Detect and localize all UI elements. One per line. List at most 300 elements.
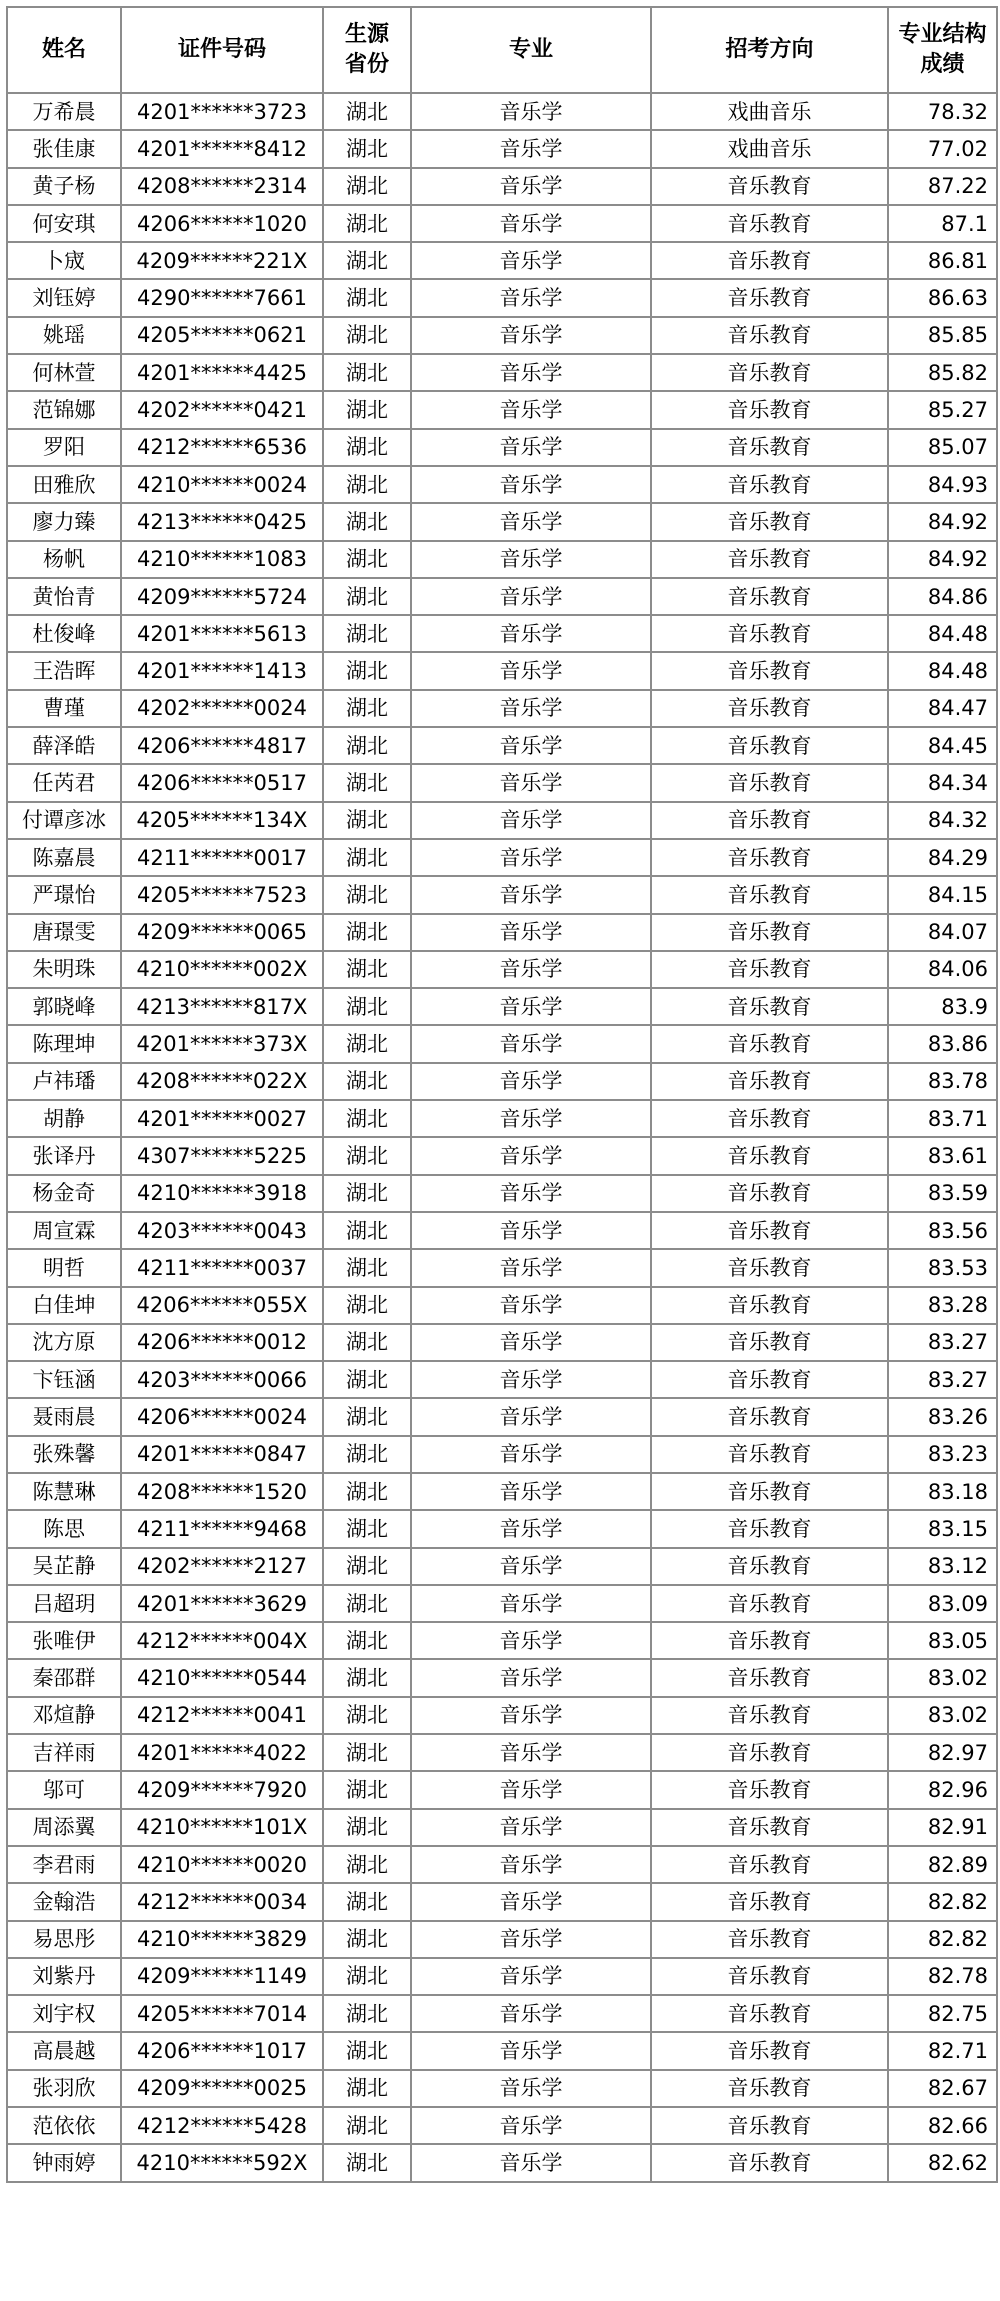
cell-direction: 音乐教育 xyxy=(651,802,888,839)
cell-major: 音乐学 xyxy=(411,1697,651,1734)
cell-direction: 音乐教育 xyxy=(651,466,888,503)
cell-score: 85.85 xyxy=(888,317,997,354)
cell-score: 84.48 xyxy=(888,615,997,652)
cell-direction: 音乐教育 xyxy=(651,690,888,727)
table-row xyxy=(7,279,997,316)
cell-major: 音乐学 xyxy=(411,615,651,652)
cell-direction: 音乐教育 xyxy=(651,429,888,466)
cell-direction: 音乐教育 xyxy=(651,1473,888,1510)
cell-major: 音乐学 xyxy=(411,1510,651,1547)
cell-major: 音乐学 xyxy=(411,876,651,913)
cell-name: 明哲 xyxy=(7,1249,121,1286)
cell-name: 高晨越 xyxy=(7,2032,121,2069)
cell-direction: 音乐教育 xyxy=(651,1697,888,1734)
cell-name: 张羽欣 xyxy=(7,2070,121,2107)
cell-id-number: 4208******022X xyxy=(121,1063,323,1100)
cell-province: 湖北 xyxy=(323,1659,411,1696)
cell-direction: 音乐教育 xyxy=(651,615,888,652)
cell-province: 湖北 xyxy=(323,1324,411,1361)
cell-score: 83.78 xyxy=(888,1063,997,1100)
table-row xyxy=(7,2070,997,2107)
cell-major: 音乐学 xyxy=(411,652,651,689)
cell-major: 音乐学 xyxy=(411,1809,651,1846)
table-row xyxy=(7,951,997,988)
header-id-number: 证件号码 xyxy=(121,7,323,93)
cell-score: 83.02 xyxy=(888,1697,997,1734)
cell-id-number: 4212******0034 xyxy=(121,1883,323,1920)
cell-direction: 音乐教育 xyxy=(651,1361,888,1398)
cell-id-number: 4210******0544 xyxy=(121,1659,323,1696)
cell-province: 湖北 xyxy=(323,1958,411,1995)
cell-score: 84.07 xyxy=(888,914,997,951)
cell-score: 84.32 xyxy=(888,802,997,839)
cell-major: 音乐学 xyxy=(411,727,651,764)
cell-province: 湖北 xyxy=(323,391,411,428)
cell-score: 82.89 xyxy=(888,1846,997,1883)
cell-score: 83.56 xyxy=(888,1212,997,1249)
cell-direction: 音乐教育 xyxy=(651,1995,888,2032)
cell-direction: 音乐教育 xyxy=(651,876,888,913)
cell-score: 77.02 xyxy=(888,130,997,167)
cell-id-number: 4202******0421 xyxy=(121,391,323,428)
cell-major: 音乐学 xyxy=(411,1585,651,1622)
cell-score: 82.96 xyxy=(888,1771,997,1808)
table-row xyxy=(7,1958,997,1995)
cell-direction: 音乐教育 xyxy=(651,652,888,689)
cell-direction: 音乐教育 xyxy=(651,1659,888,1696)
cell-direction: 音乐教育 xyxy=(651,1175,888,1212)
cell-province: 湖北 xyxy=(323,2144,411,2181)
cell-score: 83.27 xyxy=(888,1361,997,1398)
cell-score: 82.91 xyxy=(888,1809,997,1846)
cell-id-number: 4201******373X xyxy=(121,1025,323,1062)
cell-direction: 戏曲音乐 xyxy=(651,93,888,130)
cell-score: 85.82 xyxy=(888,354,997,391)
cell-id-number: 4205******7523 xyxy=(121,876,323,913)
cell-direction: 音乐教育 xyxy=(651,578,888,615)
cell-id-number: 4201******4425 xyxy=(121,354,323,391)
header-province xyxy=(323,7,411,93)
cell-direction: 音乐教育 xyxy=(651,1137,888,1174)
cell-score: 83.26 xyxy=(888,1398,997,1435)
cell-id-number: 4201******0027 xyxy=(121,1100,323,1137)
cell-province: 湖北 xyxy=(323,1249,411,1286)
cell-name: 李君雨 xyxy=(7,1846,121,1883)
cell-id-number: 4201******0847 xyxy=(121,1436,323,1473)
cell-major: 音乐学 xyxy=(411,1100,651,1137)
cell-name: 沈方原 xyxy=(7,1324,121,1361)
cell-name: 张唯伊 xyxy=(7,1622,121,1659)
table-row xyxy=(7,1249,997,1286)
cell-province: 湖北 xyxy=(323,1063,411,1100)
cell-name: 廖力臻 xyxy=(7,503,121,540)
cell-major: 音乐学 xyxy=(411,914,651,951)
cell-major: 音乐学 xyxy=(411,205,651,242)
cell-direction: 音乐教育 xyxy=(651,727,888,764)
cell-direction: 音乐教育 xyxy=(651,317,888,354)
cell-direction: 音乐教育 xyxy=(651,1436,888,1473)
cell-province: 湖北 xyxy=(323,951,411,988)
cell-score: 84.47 xyxy=(888,690,997,727)
cell-major: 音乐学 xyxy=(411,1025,651,1062)
cell-direction: 音乐教育 xyxy=(651,1809,888,1846)
cell-name: 薛泽皓 xyxy=(7,727,121,764)
cell-score: 83.61 xyxy=(888,1137,997,1174)
header-province-line1: 生源 xyxy=(344,22,389,47)
cell-major: 音乐学 xyxy=(411,1771,651,1808)
cell-major: 音乐学 xyxy=(411,1249,651,1286)
cell-id-number: 4203******0043 xyxy=(121,1212,323,1249)
cell-id-number: 4202******0024 xyxy=(121,690,323,727)
cell-score: 83.86 xyxy=(888,1025,997,1062)
cell-major: 音乐学 xyxy=(411,1734,651,1771)
cell-direction: 音乐教育 xyxy=(651,391,888,428)
cell-major: 音乐学 xyxy=(411,1548,651,1585)
cell-score: 84.92 xyxy=(888,541,997,578)
table-row xyxy=(7,1921,997,1958)
cell-major: 音乐学 xyxy=(411,1175,651,1212)
table-row xyxy=(7,988,997,1025)
cell-major: 音乐学 xyxy=(411,1324,651,1361)
cell-province: 湖北 xyxy=(323,2107,411,2144)
table-row xyxy=(7,1398,997,1435)
cell-direction: 音乐教育 xyxy=(651,839,888,876)
table-row xyxy=(7,1585,997,1622)
cell-province: 湖北 xyxy=(323,1100,411,1137)
cell-name: 张殊馨 xyxy=(7,1436,121,1473)
cell-major: 音乐学 xyxy=(411,354,651,391)
cell-id-number: 4210******0020 xyxy=(121,1846,323,1883)
cell-id-number: 4205******7014 xyxy=(121,1995,323,2032)
table-row xyxy=(7,1025,997,1062)
cell-name: 刘紫丹 xyxy=(7,1958,121,1995)
cell-name: 刘钰婷 xyxy=(7,279,121,316)
cell-major: 音乐学 xyxy=(411,839,651,876)
cell-id-number: 4209******0025 xyxy=(121,2070,323,2107)
cell-major: 音乐学 xyxy=(411,1995,651,2032)
cell-name: 刘宇权 xyxy=(7,1995,121,2032)
cell-direction: 音乐教育 xyxy=(651,1734,888,1771)
table-row xyxy=(7,1361,997,1398)
cell-name: 陈思 xyxy=(7,1510,121,1547)
table-row xyxy=(7,429,997,466)
cell-id-number: 4307******5225 xyxy=(121,1137,323,1174)
cell-major: 音乐学 xyxy=(411,1883,651,1920)
cell-province: 湖北 xyxy=(323,279,411,316)
cell-province: 湖北 xyxy=(323,1137,411,1174)
table-row xyxy=(7,1175,997,1212)
cell-score: 84.45 xyxy=(888,727,997,764)
cell-major: 音乐学 xyxy=(411,1361,651,1398)
table-row xyxy=(7,1883,997,1920)
table-row xyxy=(7,652,997,689)
cell-name: 王浩晖 xyxy=(7,652,121,689)
cell-id-number: 4202******2127 xyxy=(121,1548,323,1585)
table-row xyxy=(7,93,997,130)
cell-direction: 音乐教育 xyxy=(651,764,888,801)
cell-province: 湖北 xyxy=(323,503,411,540)
cell-id-number: 4206******0024 xyxy=(121,1398,323,1435)
cell-province: 湖北 xyxy=(323,615,411,652)
cell-id-number: 4213******817X xyxy=(121,988,323,1025)
cell-province: 湖北 xyxy=(323,1622,411,1659)
cell-major: 音乐学 xyxy=(411,988,651,1025)
cell-major: 音乐学 xyxy=(411,317,651,354)
table-row xyxy=(7,503,997,540)
table-row xyxy=(7,802,997,839)
cell-province: 湖北 xyxy=(323,1585,411,1622)
table-row xyxy=(7,839,997,876)
cell-name: 秦邵群 xyxy=(7,1659,121,1696)
header-major: 专业 xyxy=(411,7,651,93)
cell-score: 84.86 xyxy=(888,578,997,615)
cell-major: 音乐学 xyxy=(411,1958,651,1995)
cell-score: 82.97 xyxy=(888,1734,997,1771)
table-row xyxy=(7,1995,997,2032)
cell-score: 85.07 xyxy=(888,429,997,466)
cell-score: 83.71 xyxy=(888,1100,997,1137)
table-row xyxy=(7,727,997,764)
cell-province: 湖北 xyxy=(323,1809,411,1846)
table-row xyxy=(7,1771,997,1808)
cell-name: 卜宬 xyxy=(7,242,121,279)
cell-province: 湖北 xyxy=(323,1771,411,1808)
cell-province: 湖北 xyxy=(323,690,411,727)
cell-major: 音乐学 xyxy=(411,2107,651,2144)
cell-score: 83.27 xyxy=(888,1324,997,1361)
cell-direction: 戏曲音乐 xyxy=(651,130,888,167)
cell-score: 83.59 xyxy=(888,1175,997,1212)
cell-id-number: 4210******101X xyxy=(121,1809,323,1846)
cell-direction: 音乐教育 xyxy=(651,1622,888,1659)
table-row xyxy=(7,1324,997,1361)
cell-major: 音乐学 xyxy=(411,1921,651,1958)
table-row xyxy=(7,2144,997,2181)
cell-score: 87.1 xyxy=(888,205,997,242)
cell-direction: 音乐教育 xyxy=(651,2144,888,2181)
cell-province: 湖北 xyxy=(323,1697,411,1734)
cell-direction: 音乐教育 xyxy=(651,205,888,242)
cell-name: 聂雨晨 xyxy=(7,1398,121,1435)
cell-direction: 音乐教育 xyxy=(651,1921,888,1958)
cell-score: 82.67 xyxy=(888,2070,997,2107)
table-row xyxy=(7,2032,997,2069)
cell-direction: 音乐教育 xyxy=(651,951,888,988)
cell-direction: 音乐教育 xyxy=(651,1249,888,1286)
cell-score: 84.93 xyxy=(888,466,997,503)
header-province-line2: 省份 xyxy=(344,52,389,77)
cell-direction: 音乐教育 xyxy=(651,1548,888,1585)
cell-id-number: 4209******5724 xyxy=(121,578,323,615)
cell-id-number: 4201******1413 xyxy=(121,652,323,689)
cell-name: 田雅欣 xyxy=(7,466,121,503)
cell-major: 音乐学 xyxy=(411,541,651,578)
table-body xyxy=(7,93,997,2182)
table-row xyxy=(7,1548,997,1585)
cell-score: 84.15 xyxy=(888,876,997,913)
cell-province: 湖北 xyxy=(323,354,411,391)
cell-major: 音乐学 xyxy=(411,2032,651,2069)
cell-direction: 音乐教育 xyxy=(651,2107,888,2144)
cell-name: 范锦娜 xyxy=(7,391,121,428)
table-row xyxy=(7,578,997,615)
cell-name: 杨金奇 xyxy=(7,1175,121,1212)
cell-id-number: 4210******3918 xyxy=(121,1175,323,1212)
cell-direction: 音乐教育 xyxy=(651,1100,888,1137)
cell-name: 邬可 xyxy=(7,1771,121,1808)
cell-direction: 音乐教育 xyxy=(651,1958,888,1995)
table-row xyxy=(7,690,997,727)
cell-name: 黄怡青 xyxy=(7,578,121,615)
cell-province: 湖北 xyxy=(323,205,411,242)
cell-score: 82.66 xyxy=(888,2107,997,2144)
cell-major: 音乐学 xyxy=(411,764,651,801)
table-row xyxy=(7,914,997,951)
cell-province: 湖北 xyxy=(323,1398,411,1435)
cell-province: 湖北 xyxy=(323,1883,411,1920)
table-row xyxy=(7,1659,997,1696)
cell-score: 83.9 xyxy=(888,988,997,1025)
table-row xyxy=(7,317,997,354)
cell-id-number: 4208******1520 xyxy=(121,1473,323,1510)
cell-major: 音乐学 xyxy=(411,391,651,428)
table-row xyxy=(7,205,997,242)
table-row xyxy=(7,1846,997,1883)
results-sheet xyxy=(6,6,998,2183)
cell-name: 白佳坤 xyxy=(7,1287,121,1324)
cell-score: 86.81 xyxy=(888,242,997,279)
table-header xyxy=(7,7,997,93)
cell-score: 78.32 xyxy=(888,93,997,130)
cell-name: 周添翼 xyxy=(7,1809,121,1846)
cell-direction: 音乐教育 xyxy=(651,1212,888,1249)
cell-province: 湖北 xyxy=(323,1510,411,1547)
table-row xyxy=(7,1622,997,1659)
table-row xyxy=(7,764,997,801)
table-row xyxy=(7,1100,997,1137)
cell-direction: 音乐教育 xyxy=(651,1025,888,1062)
cell-direction: 音乐教育 xyxy=(651,1883,888,1920)
cell-province: 湖北 xyxy=(323,2070,411,2107)
cell-score: 83.53 xyxy=(888,1249,997,1286)
cell-score: 82.75 xyxy=(888,1995,997,2032)
cell-major: 音乐学 xyxy=(411,578,651,615)
cell-id-number: 4210******0024 xyxy=(121,466,323,503)
cell-id-number: 4211******0037 xyxy=(121,1249,323,1286)
cell-name: 卢祎璠 xyxy=(7,1063,121,1100)
cell-province: 湖北 xyxy=(323,93,411,130)
cell-direction: 音乐教育 xyxy=(651,1510,888,1547)
cell-name: 周宣霖 xyxy=(7,1212,121,1249)
cell-score: 84.92 xyxy=(888,503,997,540)
cell-score: 83.02 xyxy=(888,1659,997,1696)
cell-direction: 音乐教育 xyxy=(651,541,888,578)
header-direction: 招考方向 xyxy=(651,7,888,93)
cell-province: 湖北 xyxy=(323,130,411,167)
cell-name: 朱明珠 xyxy=(7,951,121,988)
cell-id-number: 4205******0621 xyxy=(121,317,323,354)
cell-score: 83.12 xyxy=(888,1548,997,1585)
cell-direction: 音乐教育 xyxy=(651,1063,888,1100)
cell-name: 吕超玥 xyxy=(7,1585,121,1622)
cell-province: 湖北 xyxy=(323,1548,411,1585)
table-row xyxy=(7,1212,997,1249)
cell-direction: 音乐教育 xyxy=(651,1398,888,1435)
cell-id-number: 4209******7920 xyxy=(121,1771,323,1808)
cell-name: 姚瑶 xyxy=(7,317,121,354)
cell-province: 湖北 xyxy=(323,1175,411,1212)
cell-major: 音乐学 xyxy=(411,1398,651,1435)
table-row xyxy=(7,130,997,167)
cell-province: 湖北 xyxy=(323,1995,411,2032)
cell-province: 湖北 xyxy=(323,541,411,578)
cell-id-number: 4209******221X xyxy=(121,242,323,279)
cell-direction: 音乐教育 xyxy=(651,988,888,1025)
header-score-line1: 专业结构 xyxy=(898,22,987,47)
table-row xyxy=(7,2107,997,2144)
cell-id-number: 4211******9468 xyxy=(121,1510,323,1547)
cell-province: 湖北 xyxy=(323,876,411,913)
table-row xyxy=(7,466,997,503)
cell-name: 陈嘉晨 xyxy=(7,839,121,876)
cell-province: 湖北 xyxy=(323,1846,411,1883)
cell-name: 卞钰涵 xyxy=(7,1361,121,1398)
table-row xyxy=(7,1510,997,1547)
cell-name: 付谭彦冰 xyxy=(7,802,121,839)
cell-name: 陈慧琳 xyxy=(7,1473,121,1510)
cell-province: 湖北 xyxy=(323,242,411,279)
cell-direction: 音乐教育 xyxy=(651,168,888,205)
cell-province: 湖北 xyxy=(323,1212,411,1249)
cell-direction: 音乐教育 xyxy=(651,1771,888,1808)
cell-province: 湖北 xyxy=(323,466,411,503)
cell-direction: 音乐教育 xyxy=(651,2032,888,2069)
table-row xyxy=(7,541,997,578)
cell-id-number: 4211******0017 xyxy=(121,839,323,876)
cell-id-number: 4206******0012 xyxy=(121,1324,323,1361)
cell-name: 郭晓峰 xyxy=(7,988,121,1025)
cell-id-number: 4210******1083 xyxy=(121,541,323,578)
cell-score: 82.82 xyxy=(888,1883,997,1920)
header-score xyxy=(888,7,997,93)
cell-province: 湖北 xyxy=(323,1361,411,1398)
cell-major: 音乐学 xyxy=(411,802,651,839)
cell-direction: 音乐教育 xyxy=(651,503,888,540)
cell-score: 85.27 xyxy=(888,391,997,428)
cell-major: 音乐学 xyxy=(411,1436,651,1473)
cell-province: 湖北 xyxy=(323,1025,411,1062)
cell-name: 何安琪 xyxy=(7,205,121,242)
table-row xyxy=(7,1697,997,1734)
cell-score: 82.82 xyxy=(888,1921,997,1958)
cell-direction: 音乐教育 xyxy=(651,1846,888,1883)
cell-major: 音乐学 xyxy=(411,1287,651,1324)
cell-direction: 音乐教育 xyxy=(651,1324,888,1361)
cell-major: 音乐学 xyxy=(411,279,651,316)
cell-province: 湖北 xyxy=(323,988,411,1025)
cell-major: 音乐学 xyxy=(411,1212,651,1249)
cell-name: 曹瑾 xyxy=(7,690,121,727)
cell-id-number: 4210******3829 xyxy=(121,1921,323,1958)
cell-major: 音乐学 xyxy=(411,1137,651,1174)
cell-major: 音乐学 xyxy=(411,1473,651,1510)
cell-name: 杜俊峰 xyxy=(7,615,121,652)
cell-score: 82.62 xyxy=(888,2144,997,2181)
cell-id-number: 4212******6536 xyxy=(121,429,323,466)
cell-direction: 音乐教育 xyxy=(651,1585,888,1622)
cell-id-number: 4212******5428 xyxy=(121,2107,323,2144)
cell-direction: 音乐教育 xyxy=(651,1287,888,1324)
